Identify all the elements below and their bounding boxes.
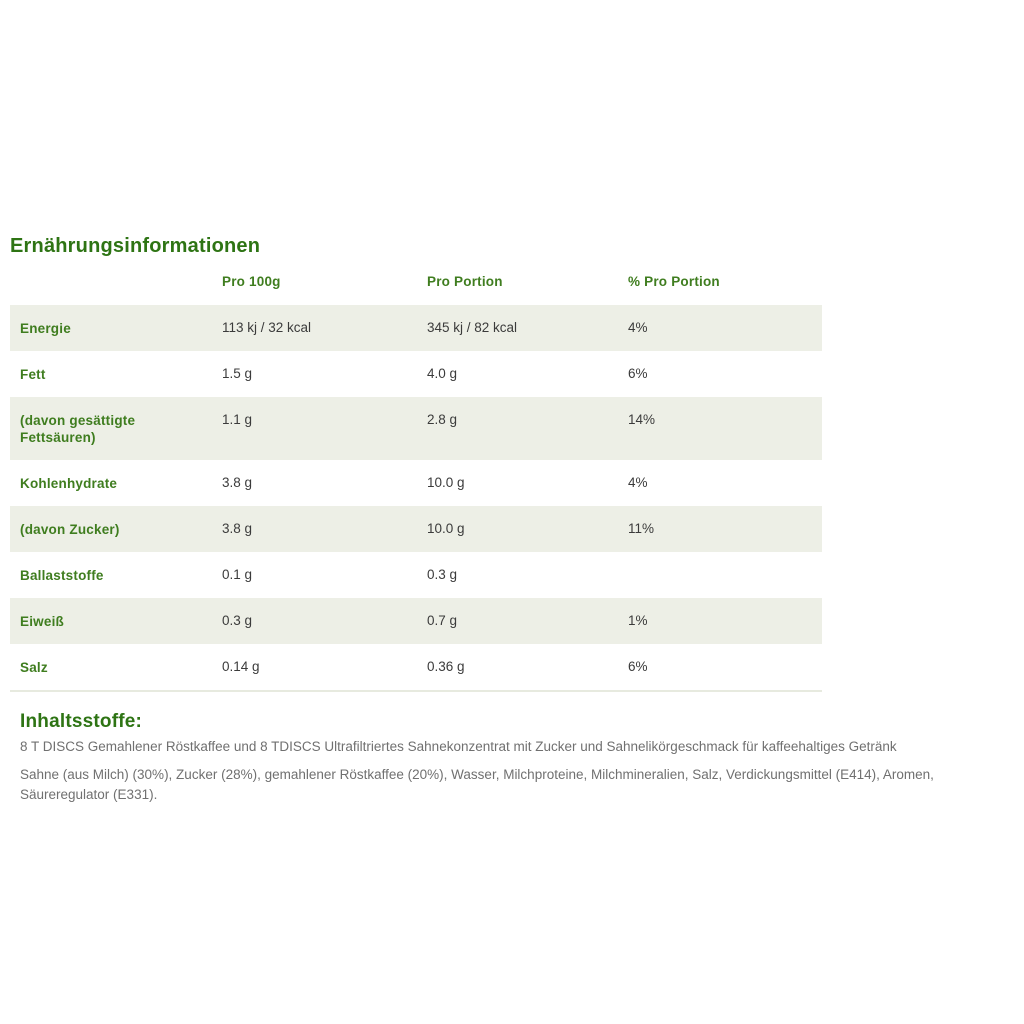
table-row-fett xyxy=(10,351,822,397)
table-row-gesaettigte-fettsaeuren xyxy=(10,397,822,460)
cell-per-100g: 113 kj / 32 kcal xyxy=(222,320,312,335)
row-label: (davon Zucker) xyxy=(20,522,120,537)
table-row-salz xyxy=(10,644,822,690)
cell-per-portion: 10.0 g xyxy=(427,521,465,536)
column-header-per-portion: Pro Portion xyxy=(427,274,503,289)
cell-per-100g: 3.8 g xyxy=(222,521,253,536)
cell-pct-portion: 11% xyxy=(628,521,655,536)
cell-per-100g: 1.5 g xyxy=(222,366,253,381)
cell-per-portion: 345 kj / 82 kcal xyxy=(427,320,518,335)
row-label: Kohlenhydrate xyxy=(20,476,118,491)
row-label: Salz xyxy=(20,660,48,675)
column-header-pct-portion: % Pro Portion xyxy=(628,274,720,289)
ingredients-description: 8 T DISCS Gemahlener Röstkaffee und 8 TDISCS Ultrafiltriertes Sahnekonzentrat mit Zucker und Sahnelikörgeschmack für kaffeehaltiges Getränk xyxy=(20,739,897,754)
column-header-per-100g: Pro 100g xyxy=(222,274,281,289)
table-row-eiweiss xyxy=(10,598,822,644)
cell-per-100g: 3.8 g xyxy=(222,475,253,490)
product-info-section xyxy=(0,234,1024,805)
ingredients-section xyxy=(20,711,1010,805)
row-label: Energie xyxy=(20,321,71,336)
ingredients-list: Sahne (aus Milch) (30%), Zucker (28%), gemahlener Röstkaffee (20%), Wasser, Milchproteine, Milchmineralien, Salz, Verdickungsmittel (E414), Aromen, Säureregulator (E331). xyxy=(20,767,934,802)
table-bottom-divider xyxy=(10,690,822,692)
cell-pct-portion: 4% xyxy=(628,475,648,490)
cell-per-portion: 0.7 g xyxy=(427,613,458,628)
cell-pct-portion: 1% xyxy=(628,613,648,628)
cell-per-100g: 0.1 g xyxy=(222,567,253,582)
nutrition-section-title: Ernährungsinformationen xyxy=(10,235,261,257)
cell-pct-portion: 6% xyxy=(628,659,648,674)
table-row-kohlenhydrate xyxy=(10,460,822,506)
nutrition-table xyxy=(10,274,822,690)
cell-pct-portion: 4% xyxy=(628,320,648,335)
cell-pct-portion: 6% xyxy=(628,366,648,381)
cell-per-portion: 2.8 g xyxy=(427,412,458,427)
table-header-row xyxy=(10,274,822,305)
cell-per-portion: 0.3 g xyxy=(427,567,458,582)
row-label: Fett xyxy=(20,367,46,382)
ingredients-section-title: Inhaltsstoffe: xyxy=(20,711,143,732)
row-label: Eiweiß xyxy=(20,614,64,629)
table-row-energie xyxy=(10,305,822,351)
row-label: (davon gesättigte Fettsäuren) xyxy=(20,413,136,445)
cell-per-100g: 1.1 g xyxy=(222,412,253,427)
table-row-ballaststoffe xyxy=(10,552,822,598)
cell-per-100g: 0.3 g xyxy=(222,613,253,628)
cell-per-portion: 10.0 g xyxy=(427,475,465,490)
cell-per-100g: 0.14 g xyxy=(222,659,260,674)
cell-per-portion: 0.36 g xyxy=(427,659,465,674)
cell-pct-portion: 14% xyxy=(628,412,656,427)
cell-per-portion: 4.0 g xyxy=(427,366,458,381)
table-row-zucker xyxy=(10,506,822,552)
row-label: Ballaststoffe xyxy=(20,568,104,583)
